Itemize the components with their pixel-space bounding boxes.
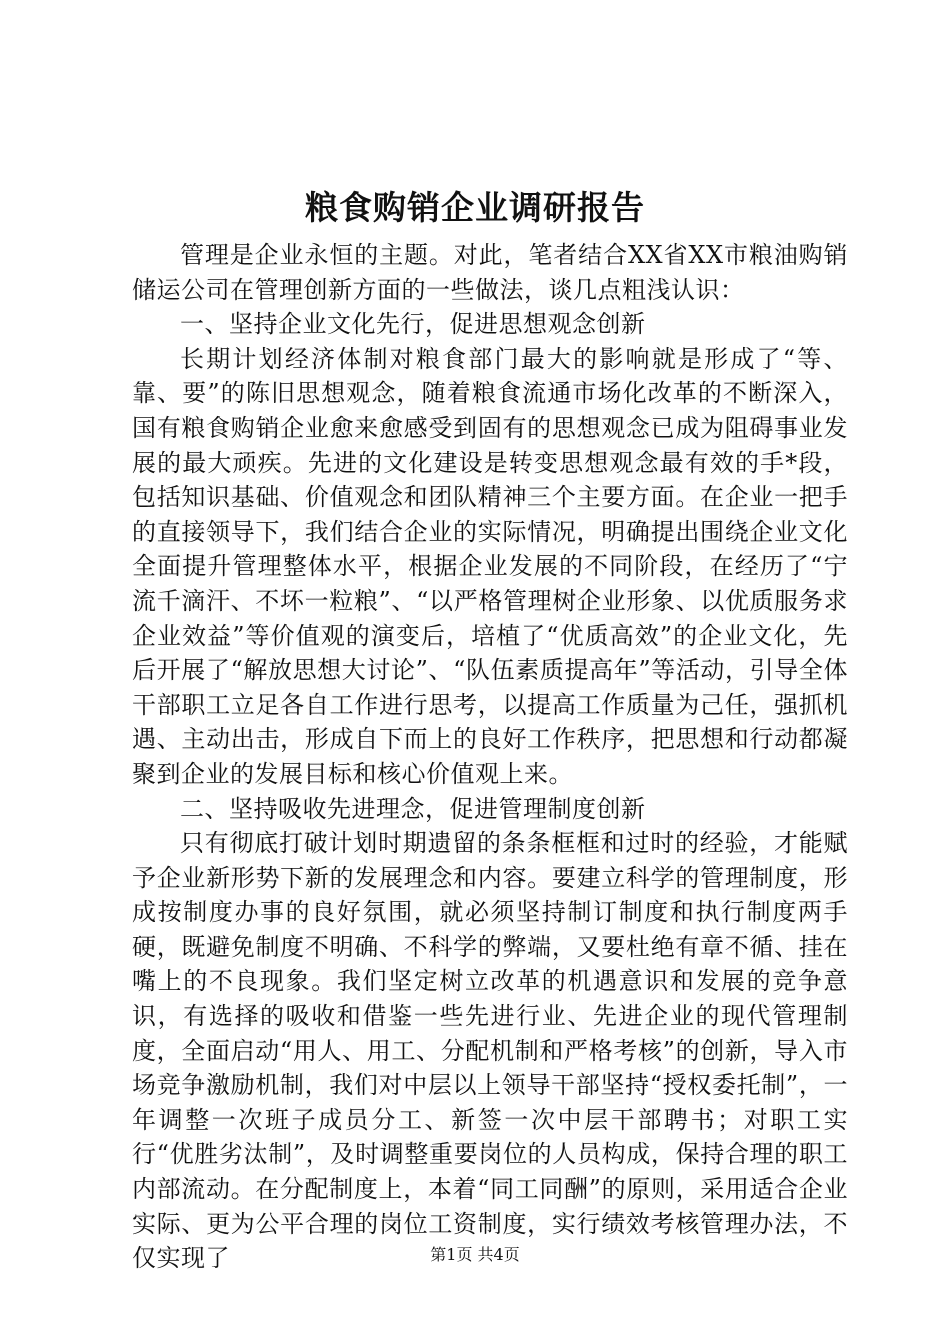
intro-paragraph: 管理是企业永恒的主题。对此，笔者结合XX省XX市粮油购销储运公司在管理创新方面的一些做法，谈几点粗浅认识：	[132, 241, 848, 304]
section-1-paragraph: 长期计划经济体制对粮食部门最大的影响就是形成了“等、靠、要”的陈旧思想观念，随着粮食流通市场化改革的不断深入，国有粮食购销企业愈来愈感受到固有的思想观念已成为阻碍事业发展的最大顽疾。先进的文化建设是转变思想观念最有效的手*段，包括知识基础、价值观念和团队精神三个主要方面。在企业一把手的直接领导下，我们结合企业的实际情况，明确提出围绕企业文化全面提升管理整体水平，根据企业发展的不同阶段，在经历了“宁流千滴汗、不坏一粒粮”、“以严格管理树企业形象、以优质服务求企业效益”等价值观的演变后，培植了“优质高效”的企业文化，先后开展了“解放思想大讨论”、“队伍素质提高年”等活动，引导全体干部职工立足各自工作进行思考，以提高工作质量为己任，强抓机遇、主动出击，形成自下而上的良好工作秩序，把思想和行动都凝聚到企业的发展目标和核心价值观上来。	[132, 344, 848, 788]
section-heading-1: 一、坚持企业文化先行，促进思想观念创新	[180, 310, 646, 339]
document-title: 粮食购销企业调研报告	[305, 188, 645, 227]
section-2-paragraph: 只有彻底打破计划时期遗留的条条框框和过时的经验，才能赋予企业新形势下新的发展理念和内容。要建立科学的管理制度，形成按制度办事的良好氛围，就必须坚持制订制度和执行制度两手硬，既避免制度不明确、不科学的弊端，又要杜绝有章不循、挂在嘴上的不良现象。我们坚定树立改革的机遇意识和发展的竞争意识，有选择的吸收和借鉴一些先进行业、先进企业的现代管理制度，全面启动“用人、用工、分配机制和严格考核”的创新，导入市场竞争激励机制，我们对中层以上领导干部坚持“授权委托制”，一年调整一次班子成员分工、新签一次中层干部聘书；对职工实行“优胜劣汰制”，及时调整重要岗位的人员构成，保持合理的职工内部流动。在分配制度上，本着“同工同酬”的原则，采用适合企业实际、更为公平合理的岗位工资制度，实行绩效考核管理办法，不仅实现了	[132, 829, 848, 1273]
document-body	[132, 238, 848, 1276]
page-footer: 第1页 共4页	[430, 1245, 520, 1264]
section-heading-2: 二、坚持吸收先进理念，促进管理制度创新	[180, 794, 646, 823]
